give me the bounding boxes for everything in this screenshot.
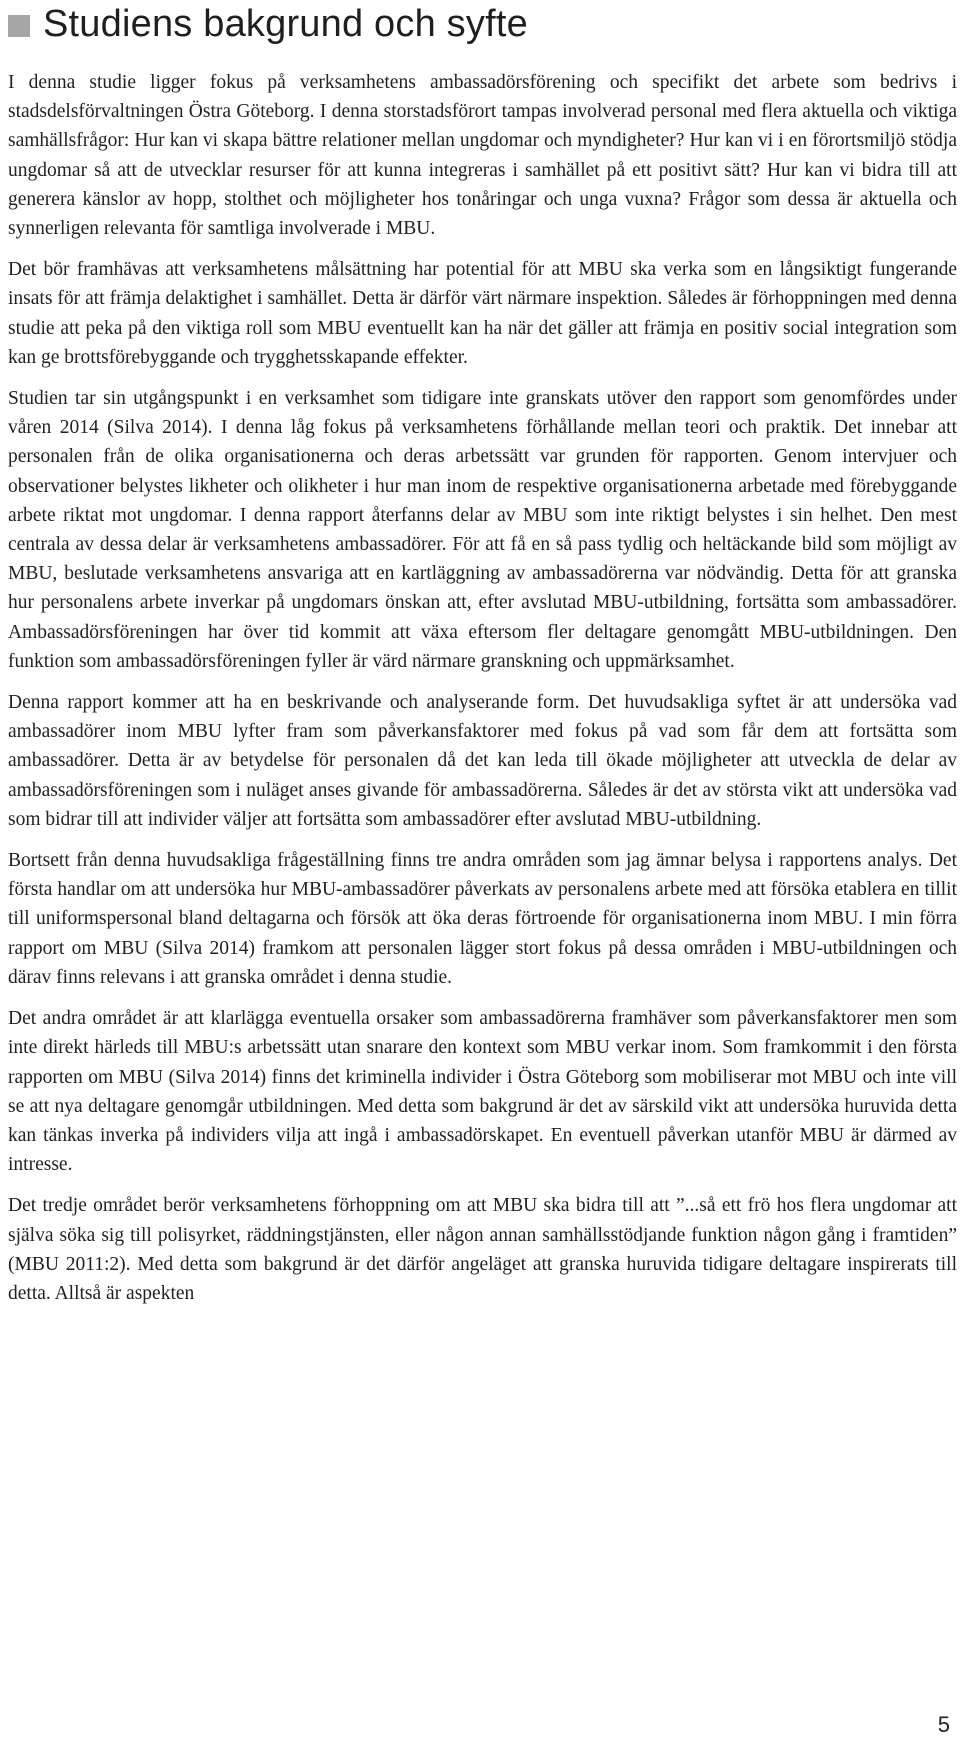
paragraph-2: Det bör framhävas att verksamhetens målsättning har potential för att MBU ska verka som en långsiktigt fungerande insats för att främja delaktighet i samhället. Detta är därför värt närmare inspektion. Således är förhoppningen med denna studie att peka på den viktiga roll som MBU eventuellt kan ha när det gäller att främja en positiv social integration som kan ge brottsförebyggande och trygghetsskapande effekter. [8,259,957,368]
section-title: Studiens bakgrund och syfte [43,2,528,45]
paragraph-7: Det tredje området berör verksamhetens förhoppning om att MBU ska bidra till att ”...så ett frö hos flera ungdomar att själva söka sig till polisyrket, räddningstjänsten, eller någon annan samhällsstödjande funktion någon gång i framtiden” (MBU 2011:2). Med detta som bakgrund är det därför angeläget att granska huruvida tidigare deltagare inspirerats till detta. Alltså är aspekten [8,1195,957,1304]
body-text [8,68,957,1308]
heading-square-marker [8,15,30,37]
paragraph-3: Studien tar sin utgångspunkt i en verksamhet som tidigare inte granskats utöver den rapport som genomfördes under våren 2014 (Silva 2014). I denna låg fokus på verksamhetens förhållande mellan teori och praktik. Det innebar att personalen från de olika organisationerna och deras arbetssätt var grunden för rapporten. Genom intervjuer och observationer belystes likheter och olikheter i hur man inom de respektive organisationerna arbetade med förebyggande arbete riktat mot ungdomar. I denna rapport återfanns delar av MBU som inte riktigt belystes i sin helhet. Den mest centrala av dessa delar är verksamhetens ambassadörer. För att få en så pass tydlig och heltäckande bild som möjligt av MBU, beslutade verksamhetens ansvariga att en kartläggning av ambassadörerna var nödvändig. Detta för att granska hur personalens arbete inverkar på ungdomars önskan att, efter avslutad MBU-utbildning, fortsätta som ambassadörer. Ambassadörsföreningen har över tid kommit att växa eftersom fler deltagare genomgått MBU-utbildningen. Den funktion som ambassadörsföreningen fyller är värd närmare granskning och uppmärksamhet. [8,388,957,672]
paragraph-6: Det andra området är att klarlägga eventuella orsaker som ambassadörerna framhäver som påverkansfaktorer men som inte direkt härleds till MBU:s arbetssätt utan snarare den kontext som MBU verkar inom. Som framkommit i den första rapporten om MBU (Silva 2014) finns det kriminella individer i Östra Göteborg som mobiliserar mot MBU och inte vill se att nya deltagare genomgår utbildningen. Med detta som bakgrund är det av särskild vikt att undersöka huruvida detta kan tänkas inverka på individers vilja att ingå i ambassadörskapet. En eventuell påverkan utanför MBU är därmed av intresse. [8,1008,957,1176]
paragraph-5: Bortsett från denna huvudsakliga frågeställning finns tre andra områden som jag ämnar belysa i rapportens analys. Det första handlar om att undersöka hur MBU-ambassadörer påverkats av personalens arbete med att försöka etablera en tillit till uniformspersonal bland deltagarna och försök att öka deras förtroende för organisationerna inom MBU. I min förra rapport om MBU (Silva 2014) framkom att personalen lägger stort fokus på dessa områden i MBU-utbildningen och därav finns relevans i att granska området i denna studie. [8,850,957,988]
paragraph-4: Denna rapport kommer att ha en beskrivande och analyserande form. Det huvudsakliga syftet är att undersöka vad ambassadörer inom MBU lyfter fram som påverkansfaktorer med fokus på vad som får dem att fortsätta som ambassadörer. Detta är av betydelse för personalen då det kan leda till ökade möjligheter att utveckla de delar av ambassadörsföreningen som i nuläget anses givande för ambassadörerna. Således är det av största vikt att undersöka vad som bidrar till att individer väljer att fortsätta som ambassadörer efter avslutad MBU-utbildning. [8,692,957,830]
page-number: 5 [937,1712,950,1737]
paragraph-1: I denna studie ligger fokus på verksamhetens ambassadörsförening och specifikt det arbete som bedrivs i stadsdelsförvaltningen Östra Göteborg. I denna storstadsförort tampas involverad personal med flera aktuella och viktiga samhällsfrågor: Hur kan vi skapa bättre relationer mellan ungdomar och myndigheter? Hur kan vi i en förortsmiljö stödja ungdomar så att de utvecklar resurser för att kunna integreras i samhället på ett positivt sätt? Hur kan vi bidra till att generera känslor av hopp, stolthet och möjligheter hos tonåringar och unga vuxna? Frågor som dessa är aktuella och synnerligen relevanta för samtliga involverade i MBU. [8,72,957,240]
section-heading [8,0,528,48]
